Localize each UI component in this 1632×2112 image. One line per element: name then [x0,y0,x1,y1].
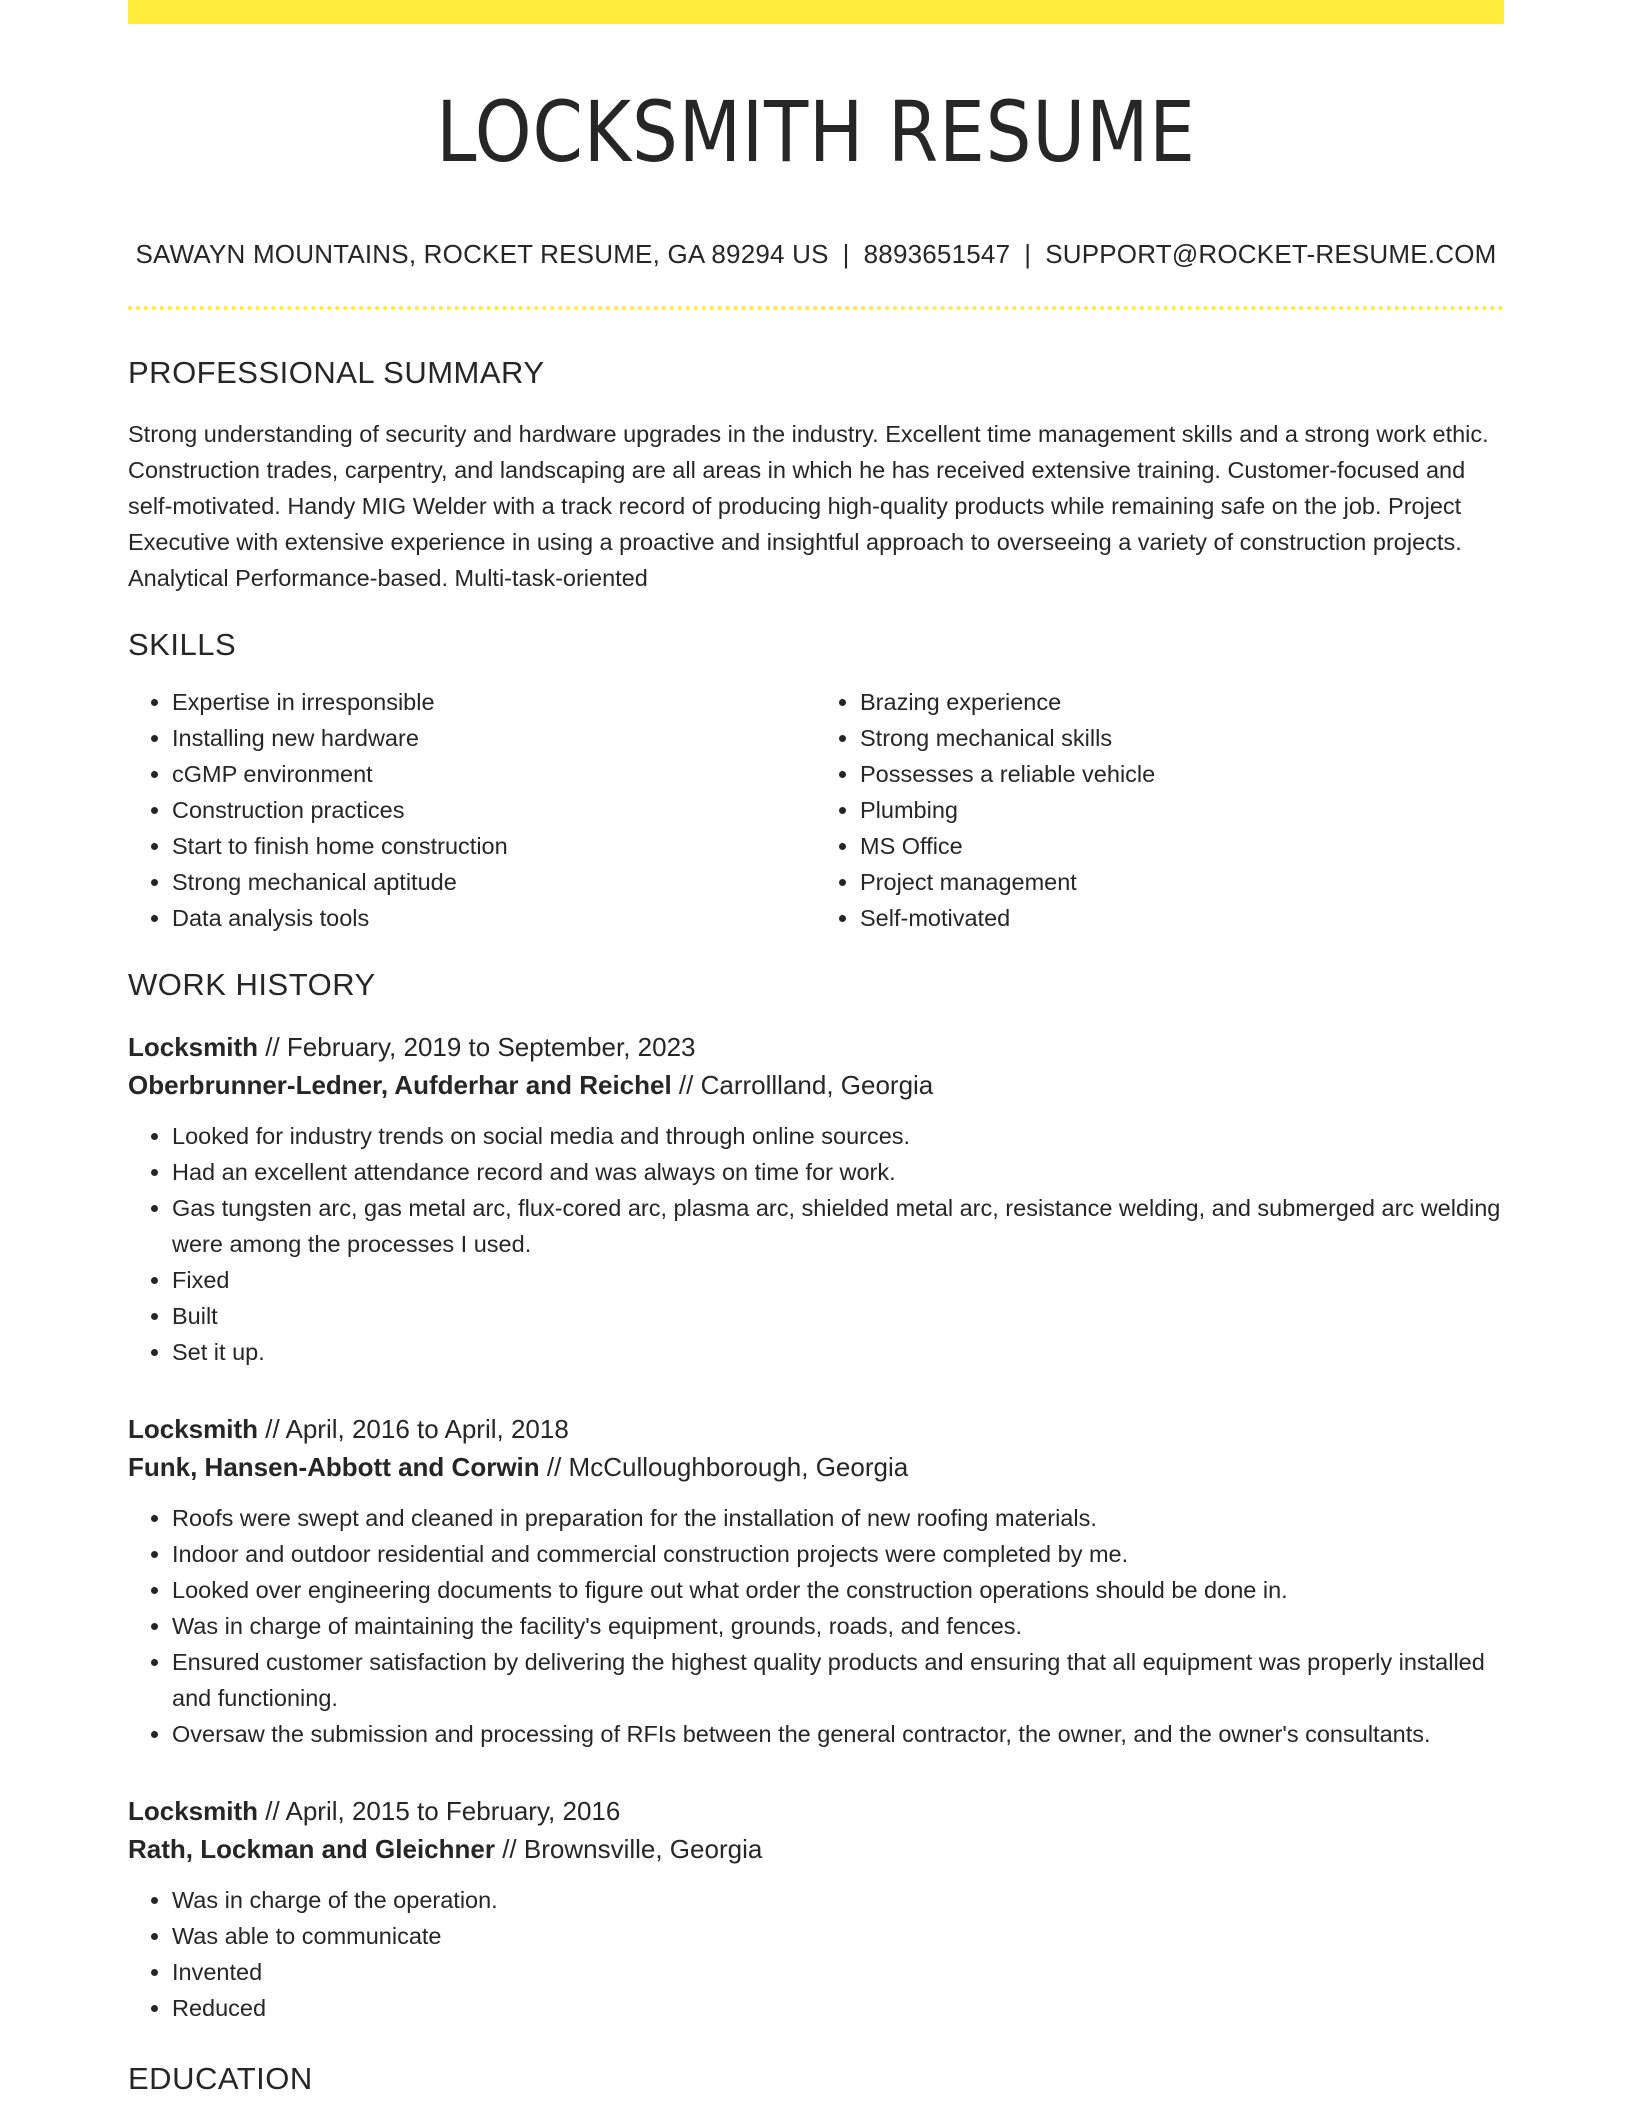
resume-page [128,0,1504,2098]
job-bullet: • Set it up. [172,1334,1504,1370]
contact-phone: 8893651547 [863,239,1011,269]
job-bullet: • Ensured customer satisfaction by delivering the highest quality products and ensuring that all equipment was properly installed and functioning. [172,1644,1504,1716]
job-role: Locksmith [128,1796,259,1826]
job-dates: // February, 2019 to September, 2023 [258,1032,696,1062]
job-bullet: • Was able to communicate [172,1918,1504,1954]
work-history-heading: WORK HISTORY [128,967,376,1002]
accent-bar [128,0,1504,24]
job-role: Locksmith [128,1414,259,1444]
job-location: // McCulloughborough, Georgia [539,1452,909,1482]
skill-item: • Expertise in irresponsible [172,684,816,720]
job-bullet: • Was in charge of maintaining the facility's equipment, grounds, roads, and fences. [172,1608,1504,1644]
skill-item: • Strong mechanical skills [860,720,1504,756]
skill-item: • Brazing experience [860,684,1504,720]
contact-separator: | [842,239,850,269]
skill-item: • Self-motivated [860,900,1504,936]
skill-item: • Plumbing [860,792,1504,828]
job-location: // Brownsville, Georgia [494,1834,763,1864]
job-entry [128,1028,1504,1370]
job-role-line [128,1792,1504,1830]
job-entry [128,1410,1504,1752]
job-bullet: • Looked for industry trends on social media and through online sources. [172,1118,1504,1154]
skill-item: • Data analysis tools [172,900,816,936]
skills-list-right [816,684,1504,936]
job-dates: // April, 2016 to April, 2018 [258,1414,569,1444]
job-bullets [128,1500,1504,1752]
skill-item: • MS Office [860,828,1504,864]
summary-text: Strong understanding of security and hardware upgrades in the industry. Excellent time management skills and a strong work ethic. Construction trades, carpentry, and landscaping are all areas in which he has received extensive training. Customer-focused and self-motivated. Handy MIG Welder with a track record of producing high-quality products while remaining safe on the job. Project Executive with extensive experience in using a proactive and insightful approach to overseeing a variety of construction projects. Analytical Performance-based. Multi-task-oriented [128,421,1489,591]
job-role-line [128,1410,1504,1448]
skill-item: • Construction practices [172,792,816,828]
job-bullet: • Reduced [172,1990,1504,2026]
job-bullet: • Built [172,1298,1504,1334]
job-company-line [128,1066,1504,1104]
job-company-line [128,1830,1504,1868]
job-role: Locksmith [128,1032,259,1062]
job-bullet: • Was in charge of the operation. [172,1882,1504,1918]
skill-item: • Project management [860,864,1504,900]
work-history-list [128,1028,1504,2026]
job-role-line [128,1028,1504,1066]
resume-title: LOCKSMITH RESUME [436,83,1196,181]
skill-item: • Strong mechanical aptitude [172,864,816,900]
job-bullet: • Fixed [172,1262,1504,1298]
job-company: Funk, Hansen-Abbott and Corwin [128,1452,540,1482]
skill-item: • Possesses a reliable vehicle [860,756,1504,792]
job-bullet: • Indoor and outdoor residential and commercial construction projects were completed by me. [172,1536,1504,1572]
education-heading: EDUCATION [128,2061,313,2096]
job-entry [128,1792,1504,2026]
contact-line [128,238,1504,270]
skills-list-left [128,684,816,936]
contact-separator: | [1024,239,1032,269]
job-location: // Carrollland, Georgia [671,1070,934,1100]
skills-heading: SKILLS [128,627,237,662]
contact-email: SUPPORT@ROCKET-RESUME.COM [1045,239,1497,269]
job-bullets [128,1118,1504,1370]
job-bullet: • Invented [172,1954,1504,1990]
job-bullet: • Oversaw the submission and processing of RFIs between the general contractor, the owner, and the owner's consultants. [172,1716,1504,1752]
job-bullets [128,1882,1504,2026]
skills-columns [128,684,1504,936]
skill-item: • cGMP environment [172,756,816,792]
job-bullet: • Roofs were swept and cleaned in preparation for the installation of new roofing materials. [172,1500,1504,1536]
job-bullet: • Had an excellent attendance record and was always on time for work. [172,1154,1504,1190]
summary-heading: PROFESSIONAL SUMMARY [128,355,545,390]
job-company: Oberbrunner-Ledner, Aufderhar and Reichel [128,1070,672,1100]
dotted-divider [128,306,1504,310]
job-company-line [128,1448,1504,1486]
job-bullet: • Gas tungsten arc, gas metal arc, flux-cored arc, plasma arc, shielded metal arc, resistance welding, and submerged arc welding were among the processes I used. [172,1190,1504,1262]
job-bullet: • Looked over engineering documents to figure out what order the construction operations should be done in. [172,1572,1504,1608]
job-dates: // April, 2015 to February, 2016 [258,1796,621,1826]
job-company: Rath, Lockman and Gleichner [128,1834,495,1864]
skill-item: • Start to finish home construction [172,828,816,864]
contact-address: SAWAYN MOUNTAINS, ROCKET RESUME, GA 89294 US [135,239,829,269]
skill-item: • Installing new hardware [172,720,816,756]
